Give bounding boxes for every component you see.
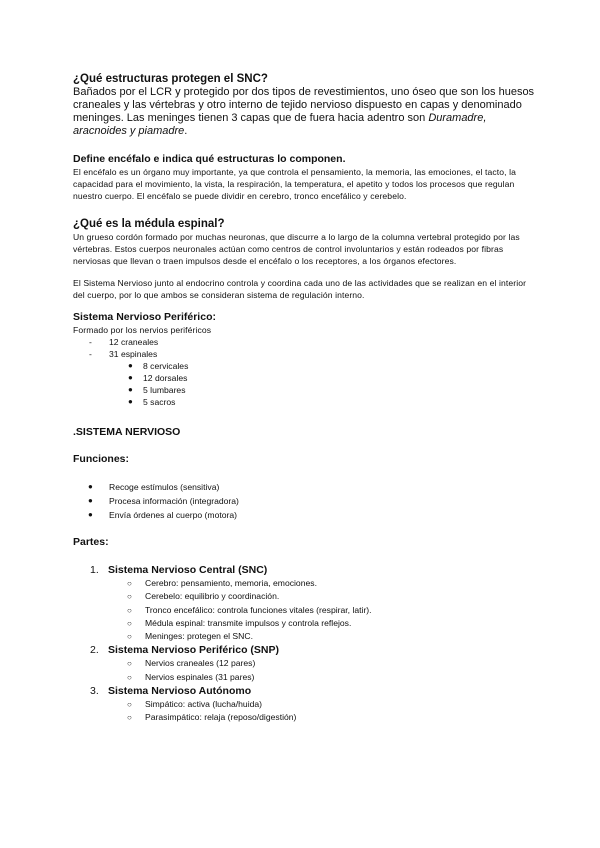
bullet-icon: ● [88,510,93,519]
parte-title: Sistema Nervioso Periférico (SNP) [108,644,279,657]
snc-protect-text: Bañados por el LCR y protegido por dos tipos de revestimientos, uno óseo que son los huesos craneales y las vértebras y otro interno de tejido nervioso dispuesto en capas y denominado meninges. Las meninges tienen 3 capas que de fuera hacia adentro son [73,86,535,124]
circle-bullet-icon: ○ [127,605,132,615]
circle-bullet-icon: ○ [127,579,132,588]
list-item: - 12 craneales [89,337,159,347]
list-item: ● Envía órdenes al cuerpo (motora) [88,510,238,520]
list-item: ○ Meninges: protegen el SNC. [108,630,540,643]
snc-protect-heading: ¿Qué estructuras protegen el SNC? [73,73,268,85]
list-item: ● 5 lumbares [128,385,186,395]
funciones-list [73,480,540,522]
parte-sublist [108,657,540,684]
circle-bullet-icon: ○ [127,592,132,602]
list-item: ● 8 cervicales [128,361,189,371]
medula-heading: ¿Qué es la médula espinal? [73,218,225,230]
snp-intro: Formado por los nervios periféricos [73,325,212,335]
partes-heading: Partes: [73,536,109,548]
bullet-icon: ● [88,482,93,491]
parte-snp [73,643,540,684]
snc-protect-end: . [184,125,188,137]
list-item: ○ Cerebro: pensamiento, memoria, emociones. [108,577,540,590]
list-item: ○ Nervios craneales (12 pares) [108,657,540,670]
list-item: ○ Cerebelo: equilibrio y coordinación. [108,590,540,603]
encefalo-heading: Define encéfalo e indica qué estructuras lo componen. [73,153,346,165]
dash-marker: - [89,337,92,347]
regulacion-paragraph: El Sistema Nervioso junto al endocrino controla y coordina cada uno de las actividades que se realizan en el interior del cuerpo, por lo que ambos se consideran sistema de regulación interno. [73,278,527,300]
parte-sublist [108,577,540,643]
snp-nerve-list [73,336,540,360]
circle-bullet-icon: ○ [127,672,132,682]
list-number: 3. [90,685,99,698]
circle-bullet-icon: ○ [127,713,132,723]
dash-marker: - [89,349,92,359]
snc-protect-paragraph [73,86,540,138]
meninges-layers: Duramadre, aracnoides y piamadre [73,112,487,137]
parte-snc [73,563,540,643]
list-number: 2. [90,644,99,657]
bullet-icon: ● [128,397,133,406]
list-item: ● Recoge estímulos (sensitiva) [88,482,220,492]
snp-heading: Sistema Nervioso Periférico: [73,311,216,323]
list-item: ○ Tronco encefálico: controla funciones vitales (respirar, latir). [108,604,540,617]
circle-bullet-icon: ○ [127,700,132,710]
parte-sublist [108,698,540,725]
espinales-sublist [73,360,540,408]
medula-paragraph: Un grueso cordón formado por muchas neuronas, que discurre a lo largo de la columna vertebral protegido por las vértebras. Estos cuerpos neuronales actúan como centros de control involuntarios y están rodeados por fibras nerviosas que llevan o traen impulsos desde el encéfalo o los receptores, a los órganos efectores. [73,232,520,266]
funciones-heading: Funciones: [73,453,130,465]
partes-list [73,563,540,725]
circle-bullet-icon: ○ [127,632,132,642]
bullet-icon: ● [128,385,133,394]
list-item: ● 12 dorsales [128,373,188,383]
list-item: ○ Nervios espinales (31 pares) [108,671,540,684]
list-item: - 31 espinales [89,349,158,359]
parte-title: Sistema Nervioso Central (SNC) [108,564,268,576]
list-number: 1. [90,564,99,576]
parte-sna [73,684,540,725]
parte-title: Sistema Nervioso Autónomo [108,685,252,698]
list-item: ○ Médula espinal: transmite impulsos y controla reflejos. [108,617,540,630]
bullet-icon: ● [128,373,133,382]
list-item: ○ Parasimpático: relaja (reposo/digestión) [108,711,540,724]
circle-bullet-icon: ○ [127,618,132,628]
list-item: ● 5 sacros [128,397,176,407]
list-item: ○ Simpático: activa (lucha/huida) [108,698,540,711]
bullet-icon: ● [88,496,93,505]
sistema-nervioso-heading: .SISTEMA NERVIOSO [73,426,181,438]
list-item: ● Procesa información (integradora) [88,496,239,506]
encefalo-paragraph: El encéfalo es un órgano muy importante, ya que controla el pensamiento, la memoria, las emociones, el tacto, la capacidad para el movimiento, la vista, la respiración, la temperatura, el apetito y todos los procesos que regulan nuestro cuerpo. El encéfalo se puede dividir en cerebro, tronco encefálico y cerebelo. [73,167,517,201]
circle-bullet-icon: ○ [127,659,132,669]
bullet-icon: ● [128,361,133,370]
